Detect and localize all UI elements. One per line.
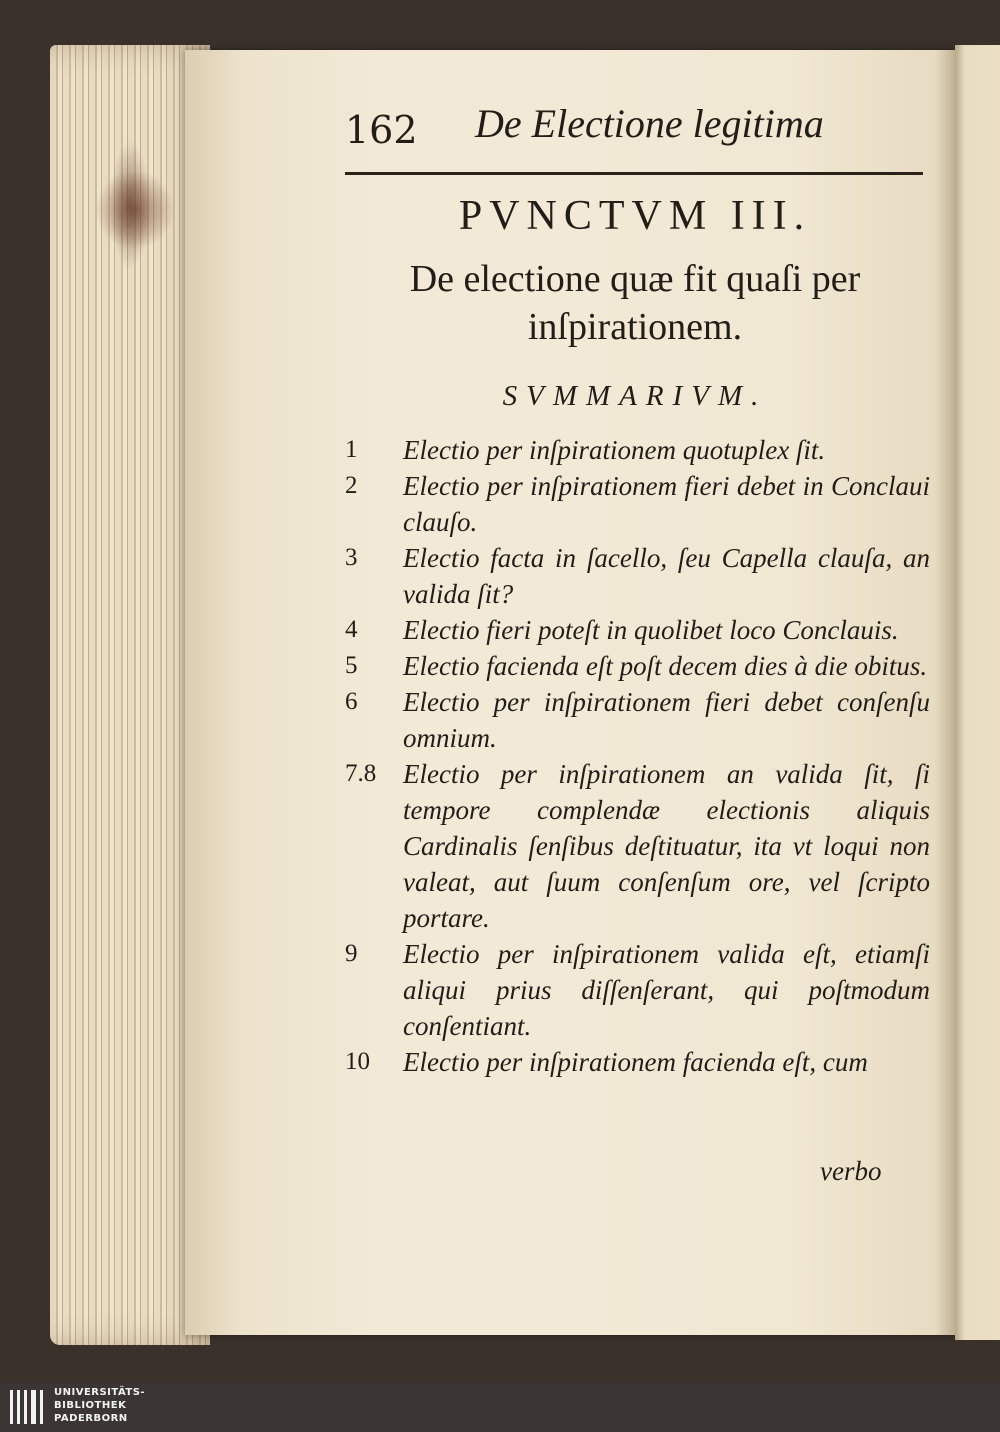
library-name-line-1: UNIVERSITÄTS- — [54, 1387, 146, 1398]
summary-item — [345, 648, 930, 684]
running-title: De Electione legitima — [475, 101, 824, 146]
item-text: Electio facta in ſacello, ſeu Capella clauſa, an valida ſit? — [403, 543, 930, 609]
item-number: 7.8 — [345, 760, 377, 787]
summary-item — [345, 612, 930, 648]
item-text: Electio per inſpirationem facienda eſt, cum — [403, 1047, 868, 1077]
item-number: 3 — [345, 544, 358, 571]
item-number: 5 — [345, 652, 358, 679]
summary-item — [345, 756, 930, 936]
header-rule — [345, 172, 923, 175]
summary-item — [345, 540, 930, 612]
item-number: 10 — [345, 1048, 370, 1075]
subtitle-line-2: inſpirationem. — [527, 306, 743, 348]
library-logo-icon — [10, 1390, 50, 1424]
summary-list — [345, 432, 930, 1080]
summary-item — [345, 684, 930, 756]
summary-item — [345, 936, 930, 1044]
summary-heading: SVMMARIVM. — [502, 380, 768, 412]
facing-page-edge — [955, 45, 1000, 1340]
page-header — [345, 100, 925, 160]
summary-item — [345, 432, 930, 468]
page-number: 162 — [345, 108, 418, 152]
item-number: 1 — [345, 436, 358, 463]
item-text: Electio per inſpirationem valida eſt, etiamſi aliqui prius diſſenſerant, qui poſtmodum conſentiant. — [403, 939, 930, 1041]
section-subtitle — [345, 255, 925, 351]
item-number: 2 — [345, 472, 358, 499]
catchword: verbo — [820, 1156, 882, 1186]
library-name — [54, 1386, 145, 1425]
item-number: 9 — [345, 940, 358, 967]
item-text: Electio fieri poteſt in quolibet loco Conclauis. — [403, 615, 899, 645]
item-text: Electio per inſpirationem fieri debet conſenſu omnium. — [403, 687, 930, 753]
item-text: Electio per inſpirationem quotuplex ſit. — [403, 435, 826, 465]
item-text: Electio facienda eſt poſt decem dies à die obitus. — [403, 651, 928, 681]
stain-mark-secondary — [110, 140, 150, 270]
item-text: Electio per inſpirationem fieri debet in Conclaui clauſo. — [403, 471, 930, 537]
library-name-line-2: BIBLIOTHEK — [54, 1400, 127, 1411]
item-text: Electio per inſpirationem an valida ſit, ſi tempore complendæ electionis aliquis Cardinalis ſenſibus deſtituatur, ita vt loqui non valeat, aut ſuum conſenſum ore, vel ſcripto portare. — [403, 759, 930, 933]
summary-item — [345, 1044, 930, 1080]
library-name-line-3: PADERBORN — [54, 1413, 128, 1424]
footer-bar — [0, 1383, 1000, 1432]
section-title: PVNCTVM III. — [458, 193, 812, 239]
summary-item — [345, 468, 930, 540]
subtitle-line-1: De electione quæ fit quaſi per — [409, 258, 861, 300]
item-number: 6 — [345, 688, 358, 715]
item-number: 4 — [345, 616, 358, 643]
